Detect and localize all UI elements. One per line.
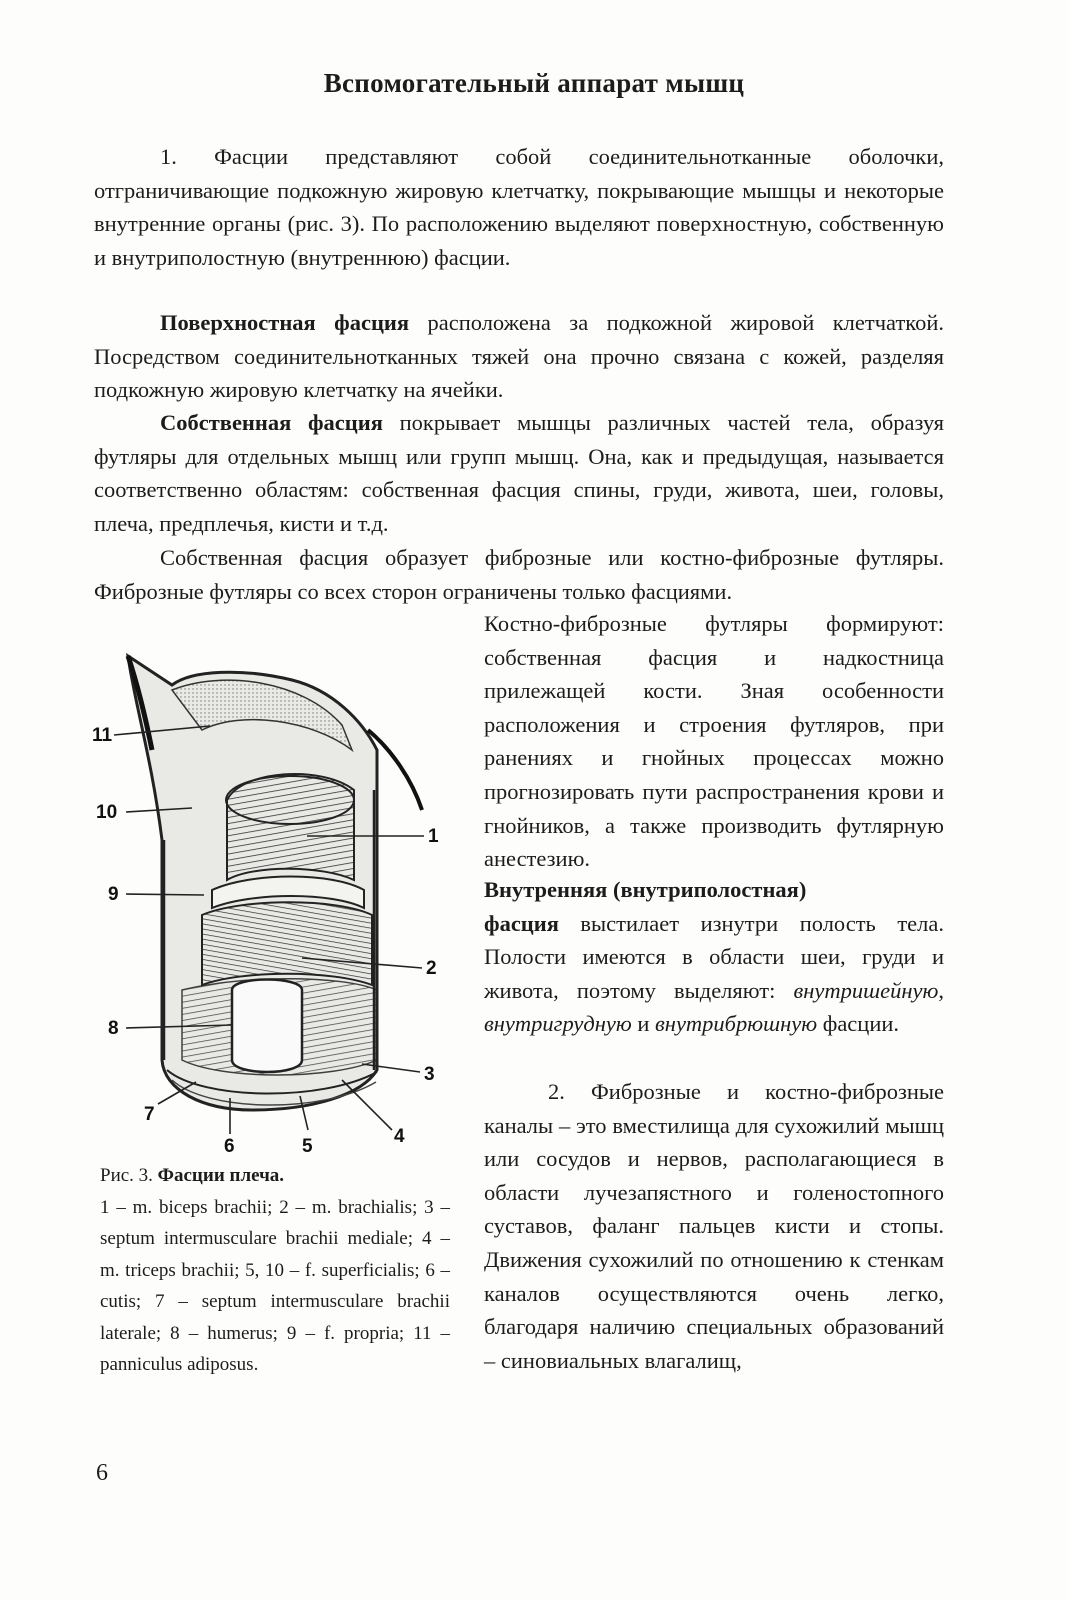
figure-label-9: 9	[108, 884, 119, 905]
paragraph-internal-fascia	[484, 873, 944, 1041]
arm-outline	[128, 656, 422, 1110]
figure-caption	[100, 1160, 450, 1381]
paragraph-osteofibrous-sheaths: Костно-фиброзные футляры формируют: собственная фасция и надкостница прилежащей кости. Зная особенности расположения и строения футляров, при ранениях и гнойных процессах можно прогнозировать пути распространения крови и гнойников, а также производить футлярную анестезию.	[484, 611, 944, 872]
figure-label-2: 2	[426, 958, 437, 979]
term-fascia-word: фасция	[484, 910, 559, 936]
figure-label-3: 3	[424, 1064, 435, 1085]
figure-label-4: 4	[394, 1126, 405, 1147]
arm-fascia-illustration	[92, 640, 452, 1160]
page-heading: Вспомогательный аппарат мышц	[323, 68, 745, 98]
caption-prefix: Рис. 3.	[100, 1165, 158, 1186]
caption-title: Фасции плеча.	[157, 1165, 285, 1186]
figure-label-5: 5	[302, 1136, 313, 1157]
figure-label-11: 11	[92, 725, 113, 746]
caption-legend: 1 – m. biceps brachii; 2 – m. brachialis; 3 – septum intermusculare brachii mediale; 4 – m. triceps brachii; 5, 10 – f. superficialis; 6 – cutis; 7 – septum intermusculare brachii laterale; 8 – humerus; 9 – f. propria; 11 – panniculus adiposus.	[100, 1196, 450, 1375]
term-superficial-fascia: Поверхностная фасция	[160, 310, 410, 335]
figure-label-8: 8	[108, 1018, 119, 1039]
paragraph-proper-fascia	[94, 406, 944, 540]
separator: и	[631, 1011, 656, 1037]
paragraph-canals: 2. Фиброзные и костно-фиброзные каналы – это вместилища для сухожилий мышц или сосудов и нервов, располагающиеся в области лучезапястного и голеностопного суставов, фаланг пальцев кисти и стопы. Движения сухожилий по отношению к стенкам каналов осуществляются очень легко, благодаря наличию специальных образований – синовиальных влагалищ,	[484, 1079, 944, 1373]
separator: ,	[938, 977, 944, 1003]
paragraph-superficial-fascia	[94, 306, 944, 407]
figure-label-10: 10	[96, 802, 118, 823]
term-endoabdominal: внутрибрюшную	[655, 1011, 818, 1037]
paragraph-text: фасции.	[817, 1011, 900, 1037]
figure-label-1: 1	[428, 826, 439, 847]
term-endocervical: внутришейную	[793, 977, 939, 1003]
term-proper-fascia: Собственная фасция	[160, 410, 383, 435]
paragraph-text: расположена за подкожной жировой клетчаткой. Посредством соединительнотканных тяжей она прочно связана с кожей, разделяя подкожную жировую клетчатку на ячейки.	[94, 310, 944, 403]
paragraph-text: покрывает мышцы различных частей тела, образуя футляры для отдельных мышц или групп мышц. Она, как и предыдущая, называется соответственно областям: собственная фасция спины, груди, живота, шеи, головы, плеча, предплечья, кисти и т.д.	[94, 410, 944, 536]
paragraph-fascia-intro: 1. Фасции представляют собой соединительнотканные оболочки, отграничивающие подкожную жировую клетчатку, покрывающие мышцы и некоторые внутренние органы (рис. 3). По расположению выделяют поверхностную, собственную и внутриполостную (внутреннюю) фасции.	[94, 144, 944, 270]
paragraph-text: выстилает изнутри полость тела. Полости имеются в области шеи, груди и живота, поэтому выделяют:	[484, 910, 944, 1003]
paragraph-fibrous-sheaths: Собственная фасция образует фиброзные или костно-фиброзные футляры. Фиброзные футляры со всех сторон ограничены только фасциями.	[94, 545, 944, 604]
figure-label-7: 7	[144, 1104, 155, 1125]
term-internal-fascia: Внутренняя (внутриполостная)	[484, 877, 807, 902]
term-endothoracic: внутригрудную	[484, 1011, 632, 1037]
page-number: 6	[96, 1460, 108, 1486]
figure-label-6: 6	[224, 1136, 235, 1157]
